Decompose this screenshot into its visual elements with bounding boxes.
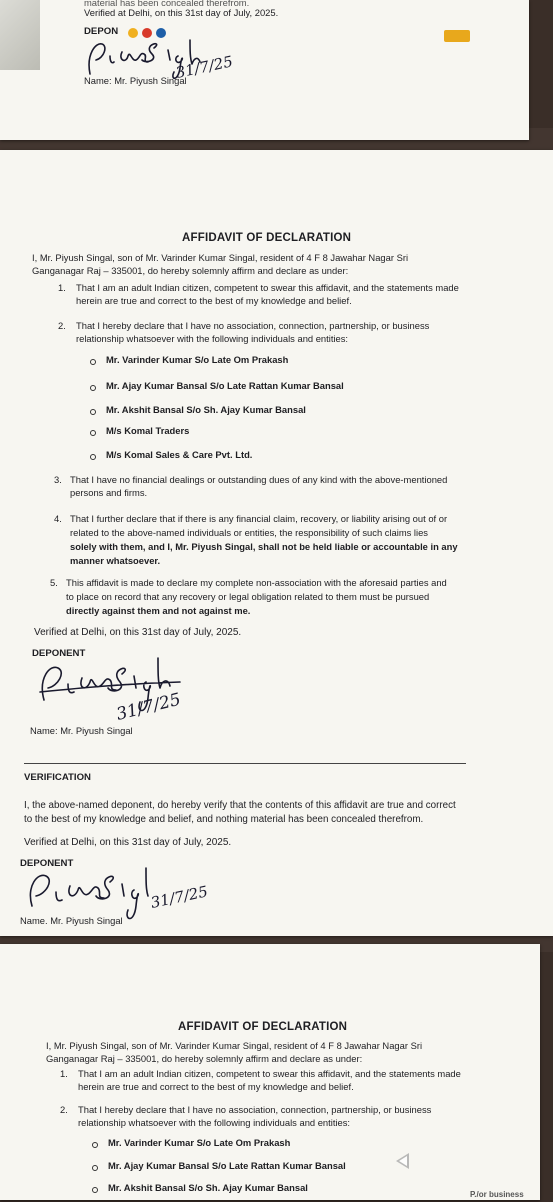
bullet-icon [92, 1165, 98, 1171]
entity-item: Mr. Varinder Kumar S/o Late Om Prakash [106, 354, 289, 365]
entity-item: Mr. Akshit Bansal S/o Sh. Ajay Kumar Bansal [108, 1182, 308, 1193]
intro-line: Ganganagar Raj – 335001, do hereby solemnly affirm and declare as under: [32, 265, 349, 276]
verification-label: VERIFICATION [24, 772, 91, 783]
item-line: That I am an adult Indian citizen, competent to swear this affidavit, and the statements made [78, 1068, 461, 1079]
entity-item: M/s Komal Traders [106, 425, 190, 436]
entity-item: Mr. Ajay Kumar Bansal S/o Late Rattan Kumar Bansal [108, 1160, 346, 1171]
name-line: Name: Mr. Piyush Singal [30, 725, 133, 736]
item-line: That I hereby declare that I have no association, connection, partnership, or business [76, 320, 430, 331]
item-line: directly against them and not against me. [66, 605, 251, 616]
entity-item: Mr. Varinder Kumar S/o Late Om Prakash [108, 1137, 291, 1148]
verified-line: Verified at Delhi, on this 31st day of July, 2025. [24, 837, 232, 848]
item-line: That I am an adult Indian citizen, competent to swear this affidavit, and the statements made [76, 282, 459, 293]
deponent-label: DEPONENT [20, 858, 74, 869]
bullet-icon [90, 359, 96, 365]
name-line: Name: Mr. Piyush Singal [84, 75, 187, 86]
item-line: to place on record that any recovery or legal obligation related to them must be pursued [66, 591, 430, 602]
item-number: 1. [58, 282, 66, 293]
signature-image [22, 866, 210, 918]
affidavit-page [0, 150, 553, 936]
cut-text: material has been concealed therefrom. [84, 0, 250, 8]
bullet-icon [90, 454, 96, 460]
item-line: persons and firms. [70, 487, 148, 498]
item-number: 2. [60, 1104, 68, 1115]
signature-date: 31/7/25 [114, 689, 183, 725]
item-number: 5. [50, 577, 58, 588]
top-page-fragment [0, 0, 529, 140]
bullet-icon [92, 1187, 98, 1193]
item-line: That I hereby declare that I have no association, connection, partnership, or business [78, 1104, 432, 1115]
signature-date: 31/7/25 [149, 882, 210, 912]
deponent-label: DEPON [84, 26, 119, 37]
signature-image [34, 656, 184, 728]
intro-line: Ganganagar Raj – 335001, do hereby solemnly affirm and declare as under: [46, 1053, 363, 1064]
page-title: AFFIDAVIT OF DECLARATION [182, 232, 352, 244]
item-line: herein are true and correct to the best of my knowledge and belief. [76, 295, 352, 306]
corner-text: P./or business [470, 1190, 524, 1199]
entity-item: Mr. Akshit Bansal S/o Sh. Ajay Kumar Bansal [106, 404, 306, 415]
intro-line: I, Mr. Piyush Singal, son of Mr. Varinder Kumar Singal, resident of 4 F 8 Jawahar Nagar Sri [32, 252, 409, 263]
deponent-label: DEPONENT [32, 648, 86, 659]
bullet-icon [90, 385, 96, 391]
page-title: AFFIDAVIT OF DECLARATION [178, 1021, 348, 1033]
item-line: herein are true and correct to the best of my knowledge and belief. [78, 1081, 354, 1092]
item-number: 1. [60, 1068, 68, 1079]
entity-item: Mr. Ajay Kumar Bansal S/o Late Rattan Kumar Bansal [106, 380, 344, 391]
item-line: solely with them, and I, Mr. Piyush Singal, shall not be held liable or accountable in any [70, 541, 458, 552]
divider [24, 763, 466, 764]
name-line: Name. Mr. Piyush Singal [20, 915, 123, 926]
intro-line: I, Mr. Piyush Singal, son of Mr. Varinder Kumar Singal, resident of 4 F 8 Jawahar Nagar Sri [46, 1040, 423, 1051]
bullet-icon [92, 1142, 98, 1148]
bullet-icon [90, 409, 96, 415]
verification-text: to the best of my knowledge and belief, and nothing material has been concealed therefrom. [24, 814, 424, 825]
item-line: manner whatsoever. [70, 555, 161, 566]
verified-line: Verified at Delhi, on this 31st day of July, 2025. [84, 7, 279, 18]
back-nav-icon[interactable] [396, 1153, 409, 1169]
bullet-icon [90, 430, 96, 436]
affidavit-page-duplicate [0, 944, 540, 1200]
item-line: relationship whatsoever with the following individuals and entities: [76, 333, 349, 344]
verification-text: I, the above-named deponent, do hereby verify that the contents of this affidavit are true and correct [24, 800, 456, 811]
item-line: This affidavit is made to declare my complete non-association with the aforesaid parties and [66, 577, 447, 588]
verified-line: Verified at Delhi, on this 31st day of July, 2025. [34, 627, 242, 638]
entity-item: M/s Komal Sales & Care Pvt. Ltd. [106, 449, 253, 460]
item-line: That I further declare that if there is any financial claim, recovery, or liability arising out of or [70, 513, 448, 524]
item-line: relationship whatsoever with the following individuals and entities: [78, 1117, 351, 1128]
item-number: 4. [54, 513, 62, 524]
item-number: 3. [54, 474, 62, 485]
signature-date: 31/7/25 [174, 52, 235, 82]
yellow-label [444, 30, 470, 42]
item-line: That I have no financial dealings or outstanding dues of any kind with the above-mentioned [70, 474, 448, 485]
item-number: 2. [58, 320, 66, 331]
item-line: related to the above-named individuals or entities, the responsibility of such claims lies [70, 527, 428, 538]
